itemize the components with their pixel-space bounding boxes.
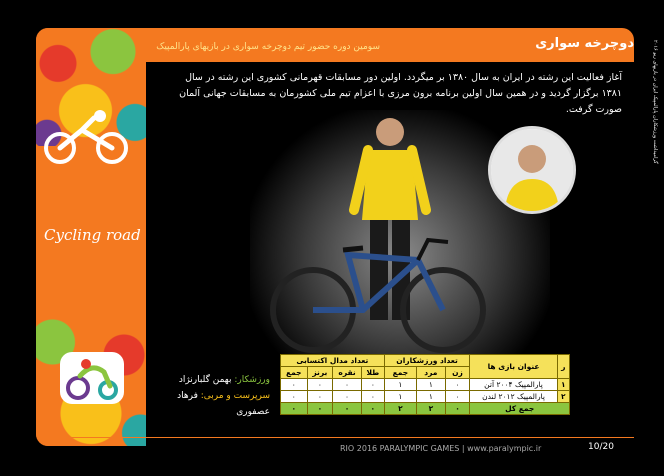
col-athletes-total: جمع bbox=[384, 367, 416, 379]
cell-women: ۰ bbox=[445, 391, 470, 403]
footer-text: RIO 2016 PARALYMPIC GAMES | www.paralympic.ir bbox=[340, 444, 542, 453]
cell-bronze: ۰ bbox=[307, 403, 333, 415]
coach-credit bbox=[150, 388, 270, 420]
page-number: 10/20 bbox=[588, 442, 614, 452]
cycling-pictogram-icon bbox=[42, 108, 134, 168]
cell-silver: ۰ bbox=[333, 391, 362, 403]
results-table bbox=[280, 354, 570, 415]
cell-mtotal: ۰ bbox=[281, 379, 308, 391]
cell-bronze: ۰ bbox=[307, 379, 333, 391]
section-title: دوچرخه سواری bbox=[535, 36, 634, 51]
col-title: عنوان بازی ها bbox=[470, 355, 557, 379]
footer-divider bbox=[40, 437, 634, 438]
cell-silver: ۰ bbox=[333, 403, 362, 415]
cell-total: ۱ bbox=[384, 391, 416, 403]
cell-gold: ۰ bbox=[361, 379, 384, 391]
cell-gold: ۰ bbox=[361, 403, 384, 415]
athlete-credit bbox=[150, 372, 270, 388]
cell-silver: ۰ bbox=[333, 379, 362, 391]
section-subtitle: سومین دوره حضور تیم دوچرخه سواری در بازیهای پارالمپیک bbox=[156, 42, 380, 52]
cell-men: ۱ bbox=[417, 379, 446, 391]
col-gold: طلا bbox=[361, 367, 384, 379]
road-bicycle-icon bbox=[268, 210, 488, 360]
sport-label: Cycling road bbox=[44, 226, 141, 244]
col-medals: تعداد مدال اکتسابی bbox=[281, 355, 385, 367]
table-row bbox=[281, 391, 570, 403]
coach-name: فرهاد عصفوری bbox=[177, 391, 270, 417]
athlete-label: ورزشکار: bbox=[234, 375, 270, 385]
cell-total: ۱ bbox=[384, 379, 416, 391]
athlete-portrait bbox=[488, 126, 576, 214]
col-silver: نقره bbox=[333, 367, 362, 379]
cell-index: ۲ bbox=[557, 391, 569, 403]
athlete-name: بهمن گلبارنژاد bbox=[178, 375, 232, 385]
side-vertical-text: گرامیداشت ورزشکاران پارالمپیک ایران در بازیهای ریو ۲۰۱۶ bbox=[652, 40, 658, 164]
table-total-row bbox=[281, 403, 570, 415]
cell-men: ۱ bbox=[417, 391, 446, 403]
portrait-person-icon bbox=[491, 129, 573, 211]
col-men: مرد bbox=[417, 367, 446, 379]
col-medals-total: جمع bbox=[281, 367, 308, 379]
cell-mtotal: ۰ bbox=[281, 391, 308, 403]
col-bronze: برنز bbox=[307, 367, 333, 379]
col-index: ر bbox=[557, 355, 569, 379]
cell-bronze: ۰ bbox=[307, 391, 333, 403]
cell-mtotal: ۰ bbox=[281, 403, 308, 415]
cell-gold: ۰ bbox=[361, 391, 384, 403]
cell-total: ۲ bbox=[384, 403, 416, 415]
cell-women: ۰ bbox=[445, 403, 470, 415]
table-row bbox=[281, 379, 570, 391]
intro-paragraph: آغاز فعالیت این رشته در ایران به سال ۱۳۸۰ بر میگردد. اولین دور مسابقات قهرمانی کشوری این رشته در سال ۱۳۸۱ برگزار گردید و در همین سال اولین برنامه برون مرزی با اعزام تیم ملی کشورمان به مسابقات جهانی آلمان صورت گرفت. bbox=[179, 72, 622, 115]
cell-men: ۲ bbox=[417, 403, 446, 415]
credits-block bbox=[150, 372, 270, 420]
cell-title: پارالمپیک ۲۰۱۲ لندن bbox=[470, 391, 557, 403]
col-athletes: تعداد ورزشکاران bbox=[384, 355, 470, 367]
cell-index: ۱ bbox=[557, 379, 569, 391]
handcycle-pictogram-icon bbox=[60, 352, 124, 404]
cell-title: پارالمپیک ۲۰۰۴ آتن bbox=[470, 379, 557, 391]
cell-total-label: جمع کل bbox=[470, 403, 570, 415]
col-women: زن bbox=[445, 367, 470, 379]
coach-label: سرپرست و مربی: bbox=[200, 391, 270, 401]
cell-women: ۰ bbox=[445, 379, 470, 391]
